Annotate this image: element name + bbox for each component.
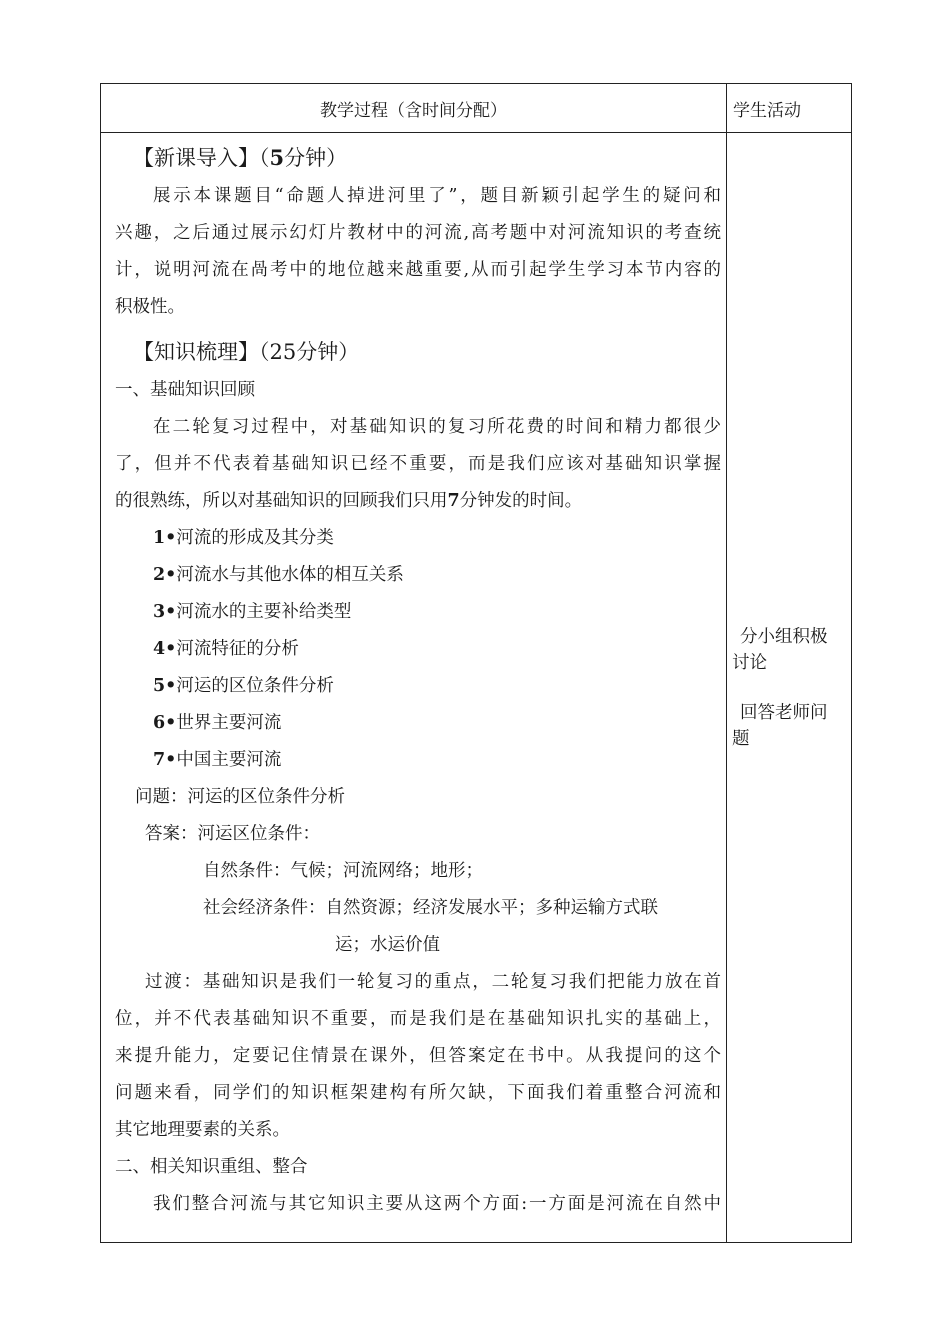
column-divider xyxy=(726,84,727,1242)
student-activity-answer xyxy=(732,700,847,752)
header-student-activity: 学生活动 xyxy=(733,100,801,121)
header-divider xyxy=(101,132,851,133)
part1-line-2: 了，但并不代表着基础知识已经不重要，而是我们应该对基础知识掌握 xyxy=(115,454,721,474)
list-item-number: 5• xyxy=(153,676,177,696)
intro-line-2: 兴趣，之后通过展示幻灯片教材中的河流,高考题中对河流知识的考查统 xyxy=(115,223,721,243)
list-item-text: 河运的区位条件分析 xyxy=(176,676,334,696)
list-item xyxy=(115,594,721,631)
transition-line-4: 问题来看，同学们的知识框架建构有所欠缺，下面我们着重整合河流和 xyxy=(115,1083,721,1103)
student-activity-content xyxy=(732,624,847,776)
intro-title-end: 分钟） xyxy=(284,146,348,170)
social-conditions-line-1: 社会经济条件：自然资源；经济发展水平；多种运输方式联 xyxy=(203,898,658,918)
transition-line-1: 过渡：基础知识是我们一轮复习的重点，二轮复习我们把能力放在首 xyxy=(145,972,721,992)
part1-line-1: 在二轮复习过程中，对基础知识的复习所花费的时间和精力都很少 xyxy=(153,417,721,437)
list-item-number: 4• xyxy=(153,639,177,659)
list-item-number: 2• xyxy=(153,565,177,585)
part1-line-3-tail: 分钟发的时间。 xyxy=(459,491,583,511)
list-item xyxy=(115,668,721,705)
list-item xyxy=(115,742,721,779)
list-item-text: 河流水与其他水体的相互关系 xyxy=(176,565,404,585)
list-item-number: 1• xyxy=(153,528,177,548)
header-teaching-process: 教学过程（含时间分配） xyxy=(320,100,507,121)
list-item-text: 河流特征的分析 xyxy=(176,639,299,659)
intro-line-3: 计，说明河流在咼考中的地位越来越重要,从而引起学生学习本节内容的 xyxy=(115,260,721,280)
list-item-text: 河流水的主要补给类型 xyxy=(176,602,352,622)
transition-line-3: 来提升能力，定要记住情景在课外，但答案定在书中。从我提问的这个 xyxy=(115,1046,721,1066)
lesson-table xyxy=(100,83,852,1243)
list-item-text: 世界主要河流 xyxy=(176,713,282,733)
list-item xyxy=(115,520,721,557)
student-activity-line-4: 题 xyxy=(732,729,750,749)
student-activity-line-3: 回答老师问 xyxy=(740,703,828,723)
part1-minutes: 7 xyxy=(447,491,460,511)
list-item xyxy=(115,705,721,742)
intro-line-1: 展示本课题目“命题人掉进河里了”，题目新颖引起学生的疑问和 xyxy=(153,186,721,206)
student-activity-line-1: 分小组积极 xyxy=(740,627,828,647)
part2-line-1: 我们整合河流与其它知识主要从这两个方面:一方面是河流在自然中 xyxy=(153,1194,721,1214)
transition-line-2: 位，并不代表基础知识不重要，而是我们是在基础知识扎实的基础上， xyxy=(115,1009,721,1029)
natural-conditions-line: 自然条件：气候；河流网络；地形； xyxy=(203,861,483,881)
list-item xyxy=(115,557,721,594)
intro-title-text: 【新课导入】（ xyxy=(133,146,270,170)
part1-line-3-text: 的很熟练，所以对基础知识的回顾我们只用 xyxy=(115,491,448,511)
intro-title xyxy=(115,138,721,178)
intro-minutes: 5 xyxy=(269,145,285,170)
social-conditions-line-2: 运；水运价值 xyxy=(335,935,440,955)
list-item-text: 中国主要河流 xyxy=(176,750,282,770)
student-activity-line-2: 讨论 xyxy=(732,653,767,673)
list-item xyxy=(115,631,721,668)
list-item-text: 河流的形成及其分类 xyxy=(176,528,334,548)
teaching-process-content xyxy=(115,138,721,1223)
list-item-number: 3• xyxy=(153,602,177,622)
knowledge-title: 【知识梳理】（25分钟） xyxy=(133,340,360,364)
part1-line-3 xyxy=(115,483,721,520)
part1-heading: 一、基础知识回顾 xyxy=(115,380,255,400)
part2-heading: 二、相关知识重组、整合 xyxy=(115,1157,308,1177)
student-activity-discuss xyxy=(732,624,847,676)
list-item-number: 6• xyxy=(153,713,177,733)
list-item-number: 7• xyxy=(153,750,177,770)
question-line: 问题：河运的区位条件分析 xyxy=(135,787,345,807)
answer-line: 答案：河运区位条件： xyxy=(145,824,320,844)
intro-line-4: 积极性。 xyxy=(115,297,185,317)
transition-line-5: 其它地理要素的关系。 xyxy=(115,1120,290,1140)
